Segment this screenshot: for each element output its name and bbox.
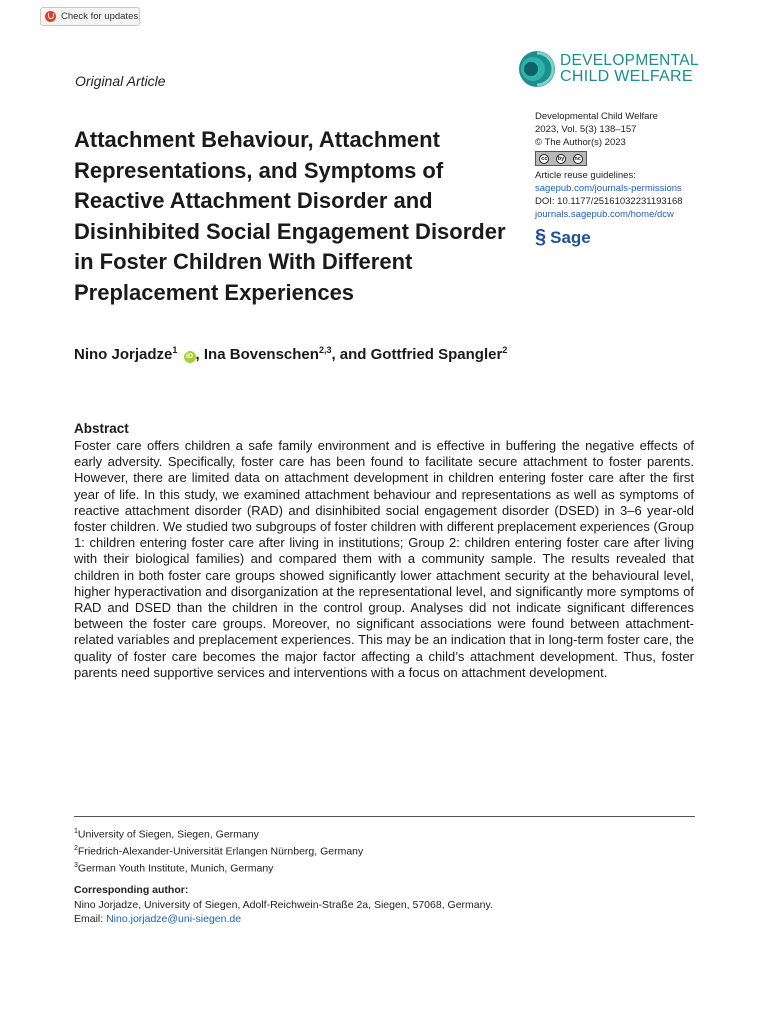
journal-logo-icon xyxy=(518,50,556,88)
affiliations xyxy=(74,825,363,876)
abstract-text: Foster care offers children a safe family environment and is effective in buffering the negative effects of early adversity. Specifically, foster care has been found to facilitate secure attachment to foster parents. However, there are limited data on attachment development in children entering foster care after the first year of life. In this study, we examined attachment behaviour and representations as well as symptoms of reactive attachment disorder (RAD) and disinhibited social engagement disorder (DSED) in 3–6 year-old foster children. We studied two subgroups of foster children with different preplacement experiences (Group 1: children entering foster care after living in institutions; Group 2: children entering foster care after living with their biological families) and compared them with a community sample. The results revealed that children in both foster care groups showed significantly lower attachment security at the behavioural level, higher hyperactivation and disorganization at the representational level, and significantly more symptoms of RAD and DSED than the children in the control group. Analyses did not indicate significant differences between the foster care groups. Moreover, no significant associations were found between attachment-related variables and preplacement experiences. This may be an indication that in long-term foster care, the quality of foster care becomes the major factor affecting a child’s attachment development. Thus, foster parents need supportive services and interventions with a focus on attachment development. xyxy=(74,438,694,680)
footnote-divider xyxy=(74,816,695,817)
author-name: Gottfried Spangler xyxy=(370,346,503,363)
creative-commons-license-icon[interactable]: cc by nc xyxy=(535,151,587,166)
doi: DOI: 10.1177/25161032231193168 xyxy=(535,196,683,207)
orcid-icon[interactable]: iD xyxy=(184,351,196,363)
journal-name: Developmental Child Welfare xyxy=(535,111,658,122)
corresponding-author-address: Nino Jorjadze, University of Siegen, Adolf-Reichwein-Straße 2a, Siegen, 57068, Germany. xyxy=(74,898,493,911)
reuse-link[interactable]: sagepub.com/journals-permissions xyxy=(535,183,682,194)
journal-logo-line2: CHILD WELFARE xyxy=(560,68,693,85)
author-affiliation-mark: 2,3 xyxy=(318,345,332,355)
author-name: Ina Bovenschen xyxy=(203,346,319,363)
abstract-heading: Abstract xyxy=(74,421,129,436)
affiliation-item: $^1$University of Siegen, Siegen, Germany xyxy=(74,828,259,841)
author-list: Nino Jorjadze$^1$ iD , Ina Bovenschen$^{2,3}$, and Gottfried Spangler$^2$ xyxy=(74,345,508,363)
publisher-logo xyxy=(535,227,715,247)
corresponding-author-label: Corresponding author: xyxy=(74,884,189,896)
author-affiliation-mark: 2 xyxy=(502,345,508,355)
author-name: Nino Jorjadze xyxy=(74,346,173,363)
corresponding-author xyxy=(74,883,493,927)
journal-logo xyxy=(518,50,718,90)
corresponding-author-email-row: Email: Nino.jorjadze@uni-siegen.de xyxy=(74,913,242,925)
article-type: Original Article xyxy=(75,73,166,89)
check-for-updates-label: Check for updates xyxy=(61,11,139,22)
article-title: Attachment Behaviour, Attachment Representations, and Symptoms of Reactive Attachment Disorder and Disinhibited Social Engagement Disorder in Foster Children With Different Preplacement Experiences xyxy=(74,127,506,305)
email-link[interactable]: Nino.jorjadze@uni-siegen.de xyxy=(106,913,242,925)
affiliation-item: $^2$Friedrich-Alexander-Universität Erlangen Nürnberg, Germany xyxy=(74,845,364,858)
sage-logo-icon: § xyxy=(535,226,547,248)
check-for-updates-button[interactable] xyxy=(40,7,140,26)
journal-link[interactable]: journals.sagepub.com/home/dcw xyxy=(535,209,674,220)
reuse-label: Article reuse guidelines: xyxy=(535,170,636,181)
publisher-name: Sage xyxy=(550,227,591,247)
journal-logo-line1: DEVELOPMENTAL xyxy=(560,52,699,69)
copyright: © The Author(s) 2023 xyxy=(535,137,626,148)
affiliation-item: $^3$German Youth Institute, Munich, Germany xyxy=(74,862,274,875)
update-icon xyxy=(45,11,56,22)
author-affiliation-mark: 1 xyxy=(172,345,178,355)
article-meta xyxy=(535,110,715,247)
volume-info: 2023, Vol. 5(3) 138–157 xyxy=(535,124,637,135)
